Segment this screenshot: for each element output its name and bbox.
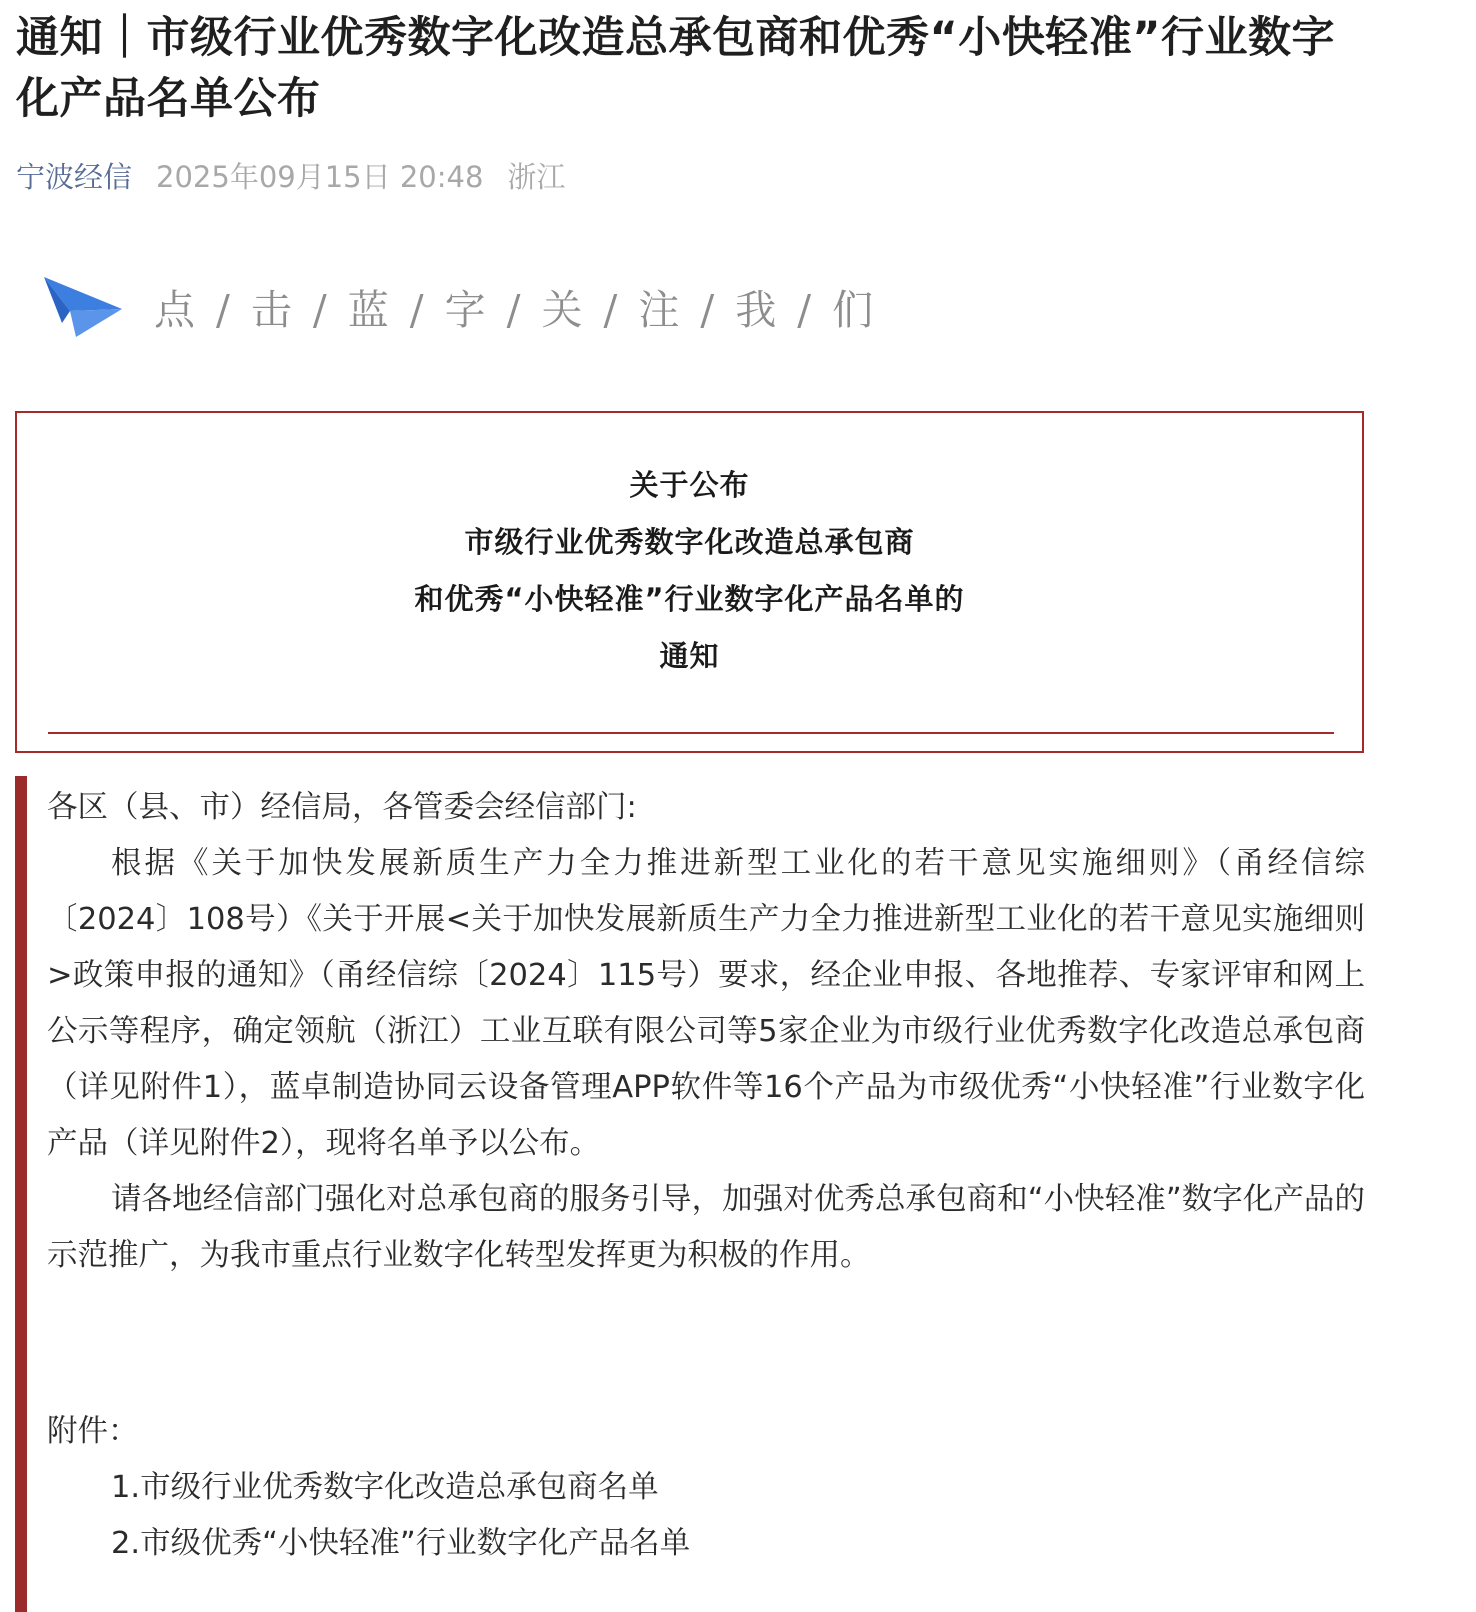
attachments-label: 附件：	[47, 1414, 139, 1449]
attachment-item: 1.市级行业优秀数字化改造总承包商名单	[111, 1470, 659, 1505]
body-content	[47, 776, 1365, 1572]
paper-plane-icon	[36, 271, 128, 341]
article-title: 通知｜市级行业优秀数字化改造总承包商和优秀“小快轻准”行业数字化产品名单公布	[16, 13, 1336, 124]
article-meta	[16, 155, 565, 195]
left-accent-bar	[15, 776, 27, 1612]
publish-location: 浙江	[507, 159, 566, 194]
notice-body	[15, 776, 1365, 1612]
notice-heading-line: 关于公布	[629, 468, 750, 502]
notice-title-box	[15, 411, 1364, 753]
notice-heading-line: 和优秀“小快轻准”行业数字化产品名单的	[414, 582, 965, 616]
salutation: 各区（县、市）经信局，各管委会经信部门:	[47, 790, 637, 825]
follow-us-text: 点 / 击 / 蓝 / 字 / 关 / 注 / 我 / 们	[154, 285, 878, 334]
notice-heading-line: 通知	[659, 639, 720, 673]
publish-date: 2025年09月15日 20:48	[156, 159, 484, 194]
attachment-item: 2.市级优秀“小快轻准”行业数字化产品名单	[111, 1526, 691, 1561]
notice-divider	[48, 732, 1334, 734]
account-name-link[interactable]: 宁波经信	[16, 159, 133, 194]
notice-heading	[17, 457, 1362, 685]
follow-banner[interactable]	[16, 266, 877, 346]
body-paragraph: 根据《关于加快发展新质生产力全力推进新型工业化的若干意见实施细则》（甬经信综〔2024〕108号）《关于开展<关于加快发展新质生产力全力推进新型工业化的若干意见实施细则>政策申报的通知》（甬经信综〔2024〕115号）要求，经企业申报、各地推荐、专家评审和网上公示等程序，确定领航（浙江）工业互联有限公司等5家企业为市级行业优秀数字化改造总承包商（详见附件1），蓝卓制造协同云设备管理APP软件等16个产品为市级优秀“小快轻准”行业数字化产品（详见附件2），现将名单予以公布。	[47, 846, 1365, 1161]
body-paragraph: 请各地经信部门强化对总承包商的服务引导，加强对优秀总承包商和“小快轻准”数字化产品的示范推广，为我市重点行业数字化转型发挥更为积极的作用。	[47, 1182, 1365, 1273]
notice-heading-line: 市级行业优秀数字化改造总承包商	[464, 525, 915, 559]
